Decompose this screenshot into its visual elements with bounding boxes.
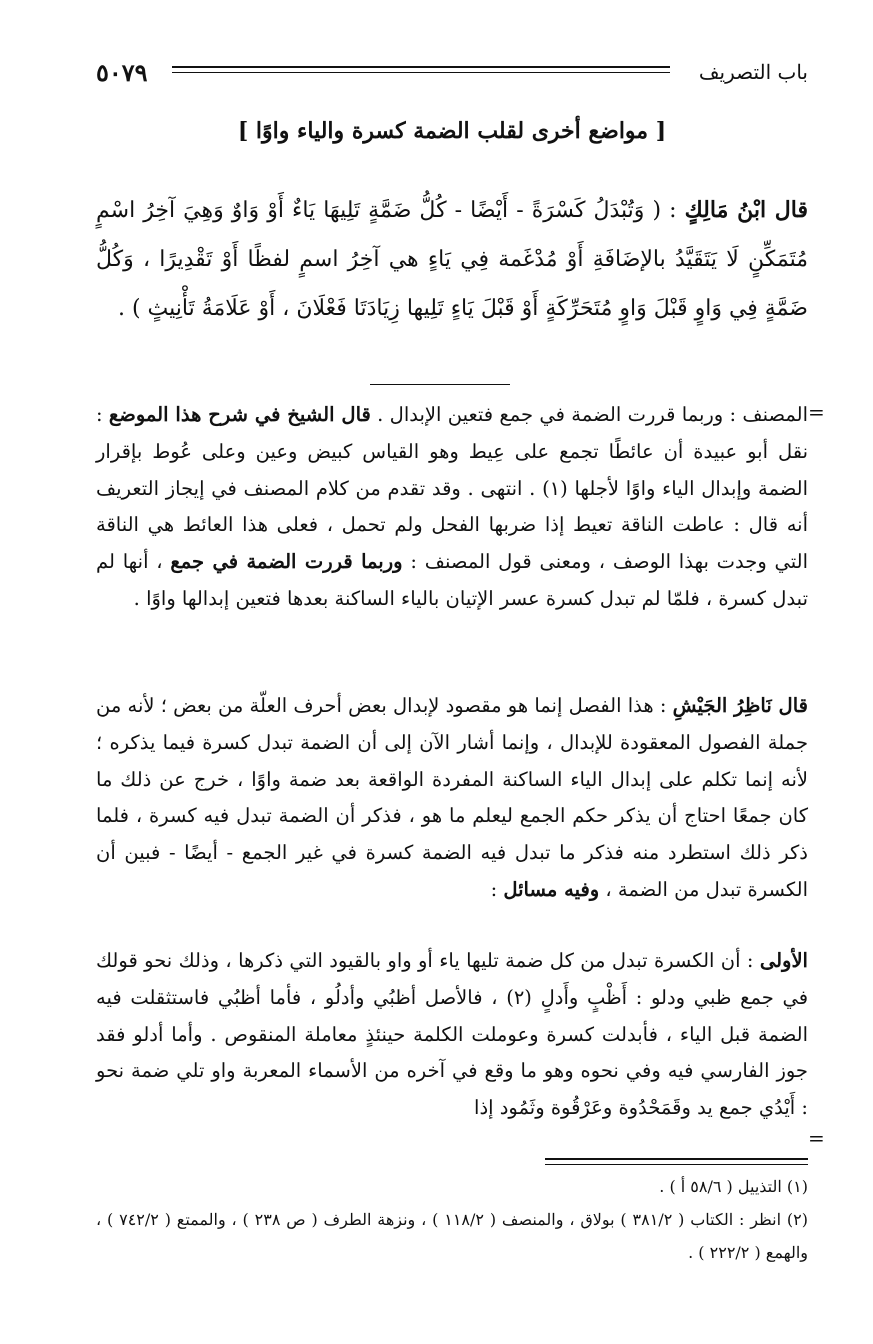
- p1-text-3: . انتهى . وقد تقدم من كلام المصنف في إيجاز التعريف أنه قال : عاطت الناقة تعيط إذا ضربها الفحل ولم تحمل ، فعلى هذا العائط هي الناقة التي وجدت بهذا الوصف ، ومعنى قول المصنف :: [96, 476, 809, 574]
- running-header: [96, 52, 808, 86]
- header-rule: [172, 66, 670, 73]
- p3-bold-1: الأولى: [759, 949, 808, 972]
- ibn-malik-quote: [96, 186, 808, 333]
- p2-speaker: قال نَاظِرُ الجَيْشِ: [672, 694, 808, 717]
- p2-bold-1: وفيه مسائل: [503, 877, 600, 901]
- footnote-1: (١) التذييل ( ٥٨/٦ أ ) .: [659, 1177, 808, 1196]
- continuation-mark: =: [808, 400, 825, 424]
- footnote-ref-2: (٢): [506, 985, 532, 1009]
- paragraph-commentary: [96, 397, 808, 618]
- paragraph-nazir-al-jaysh: [96, 688, 808, 909]
- p1-bold-1: قال الشيخ في شرح هذا الموضع: [108, 403, 371, 426]
- p3-text-1: : أن الكسرة تبدل من كل ضمة تليها ياء أو واو بالقيود التي ذكرها ، وذلك نحو قولك في جمع ظبي ودلو : أَظْبٍ وأَدلٍ: [96, 949, 809, 1009]
- p1-text-4: ، أنها لم تبدل كسرة ، فلمّا لم تبدل كسرة عسر الإتيان بالياء الساكنة بعدها فتعين إبدالها واوًا .: [96, 550, 808, 610]
- p1-bold-2: وربما قررت الضمة في جمع: [170, 550, 403, 574]
- quote-text: : ( وَتُبْدَلُ كَسْرَةً - أَيْضًا - كُلُّ ضَمَّةٍ تَلِيهَا يَاءٌ أَوْ وَاوٌ وَهِيَ آخِرُ اسْمٍ مُتَمَكِّنٍ لَا يَتَقَيَّدُ بالإضَافَةِ أَوْ مُدْغَمة فِي يَاءٍ هي آخِرُ اسمٍ لفظًا أَوْ تَقْدِيرًا ، وَكُلُّ ضَمَّةٍ فِي وَاوٍ قَبْلَ وَاوٍ مُتَحَرِّكَةٍ أَوْ قَبْلَ يَاءٍ تَلِيها زِيَادَتَا فَعْلَانَ ، أَوْ عَلَامَةُ تَأْنِيثٍ ) .: [96, 198, 808, 321]
- paragraph-first-issue: [96, 943, 808, 1127]
- footnote-ref-1: (١): [542, 476, 568, 500]
- page-number: ٥٠٧٩: [96, 58, 148, 87]
- chapter-title: باب التصريف: [698, 60, 808, 84]
- continuation-mark: =: [808, 1126, 825, 1150]
- p2-text-2: :: [490, 877, 498, 901]
- quote-rule: [370, 384, 510, 385]
- quote-speaker: قال ابْنُ مَالِكٍ: [684, 197, 808, 223]
- section-title: [ مواضع أخرى لقلب الضمة كسرة والياء واوًا ]: [237, 118, 667, 144]
- p2-text-1: : هذا الفصل إنما هو مقصود لإبدال بعض أحرف العلّة من بعض ؛ لأنه من جملة الفصول المعقودة للإبدال ، وإنما أشار الآن إلى أن الضمة تبدل كسرة فيما يذكره ؛ لأنه إنما تكلم على إبدال الياء الساكنة المفردة الواقعة بعد ضمة واوًا ، خرج عن ذلك ما كان جمعًا احتاج أن يذكر حكم الجمع ليعلم ما هو ، فذكر أن الضمة تبدل فيه كسرة ، فلما ذكر ذلك استطرد منه فذكر ما تبدل فيه الضمة كسرة في غير الجمع - أيضًا - فبين أن الكسرة تبدل من الضمة ،: [96, 694, 808, 901]
- p1-text-1: المصنف : وربما قررت الضمة في جمع فتعين الإبدال .: [377, 403, 809, 426]
- footnote-rule: [545, 1158, 808, 1165]
- footnotes: [96, 1170, 808, 1269]
- p3-text-2: ، فالأصل أظبُي وأدلُو ، فأما أظبُي فاستثقلت فيه الضمة قبل الياء ، فأبدلت كسرة وعوملت الكلمة حينئذٍ معاملة المنقوص . وأما أدلو فقد جوز الفارسي فيه وفي نحوه وهو ما وقع في آخره من الأسماء المعربة واو تلي ضمة نحو : أَيْدُي جمع يد وقَمَحْدُوة وعَرْقُوة وثَمُود إذا: [96, 985, 808, 1120]
- footnote-2: (٢) انظر : الكتاب ( ٣٨١/٢ ) بولاق ، والمنصف ( ١١٨/٢ ) ، ونزهة الطرف ( ص ٢٣٨ ) ، والممتع ( ٧٤٢/٢ ) ، والهمع ( ٢٢٢/٢ ) .: [96, 1210, 809, 1262]
- p1-text-2: : نقل أبو عبيدة أن عائطًا تجمع على عِيط وهو القياس كبيض وعين وعلى عُوط بإقرار الضمة وإبدال الياء واوًا لأجلها: [96, 403, 808, 500]
